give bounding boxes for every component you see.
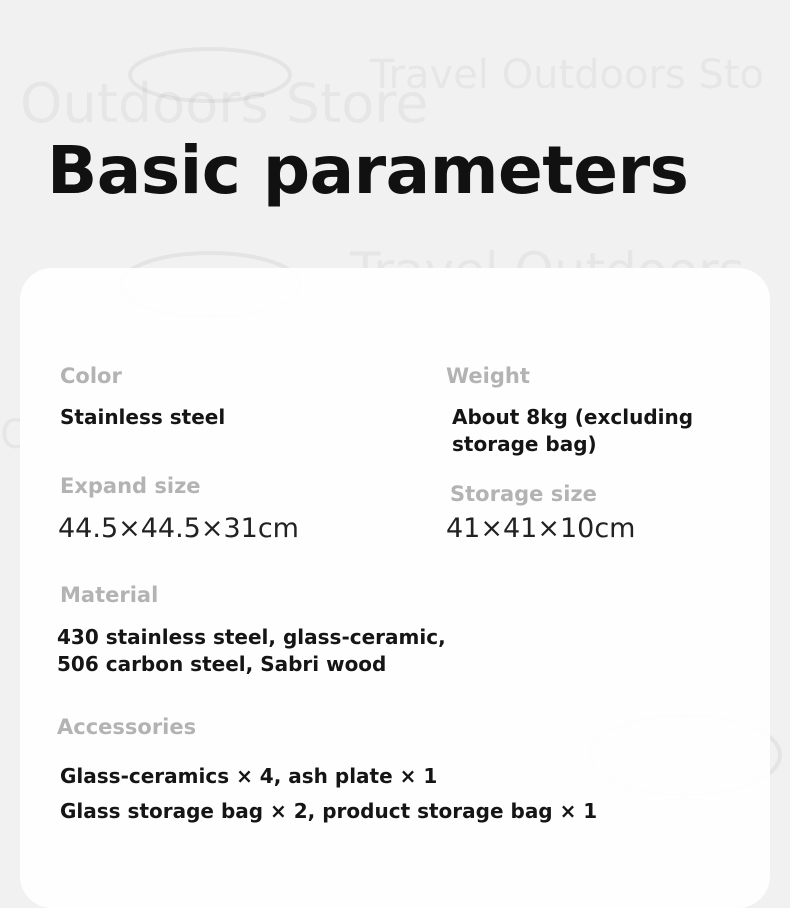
expand-size-value: 44.5×44.5×31cm xyxy=(58,513,299,544)
accessories-label: Accessories xyxy=(57,715,197,739)
color-label: Color xyxy=(60,364,122,388)
weight-value-line: storage bag) xyxy=(452,432,597,456)
accessories-value-line: Glass storage bag × 2, product storage bag × 1 xyxy=(60,799,598,823)
watermark xyxy=(20,72,428,135)
weight-label: Weight xyxy=(446,364,530,388)
color-value: Stainless steel xyxy=(60,405,226,429)
material-value-line: 430 stainless steel, glass-ceramic, xyxy=(57,625,446,649)
material-value xyxy=(57,624,446,678)
storage-size-label: Storage size xyxy=(450,482,597,506)
watermark xyxy=(370,52,764,98)
material-label: Material xyxy=(60,583,159,607)
accessories-value xyxy=(60,759,597,829)
weight-value xyxy=(452,404,693,458)
expand-size-label: Expand size xyxy=(60,474,201,498)
material-value-line: 506 carbon steel, Sabri wood xyxy=(57,652,387,676)
watermark-logo xyxy=(120,40,300,110)
storage-size-value: 41×41×10cm xyxy=(446,513,636,544)
page-title: Basic parameters xyxy=(47,132,689,209)
accessories-value-line: Glass-ceramics × 4, ash plate × 1 xyxy=(60,764,438,788)
weight-value-line: About 8kg (excluding xyxy=(452,405,694,429)
